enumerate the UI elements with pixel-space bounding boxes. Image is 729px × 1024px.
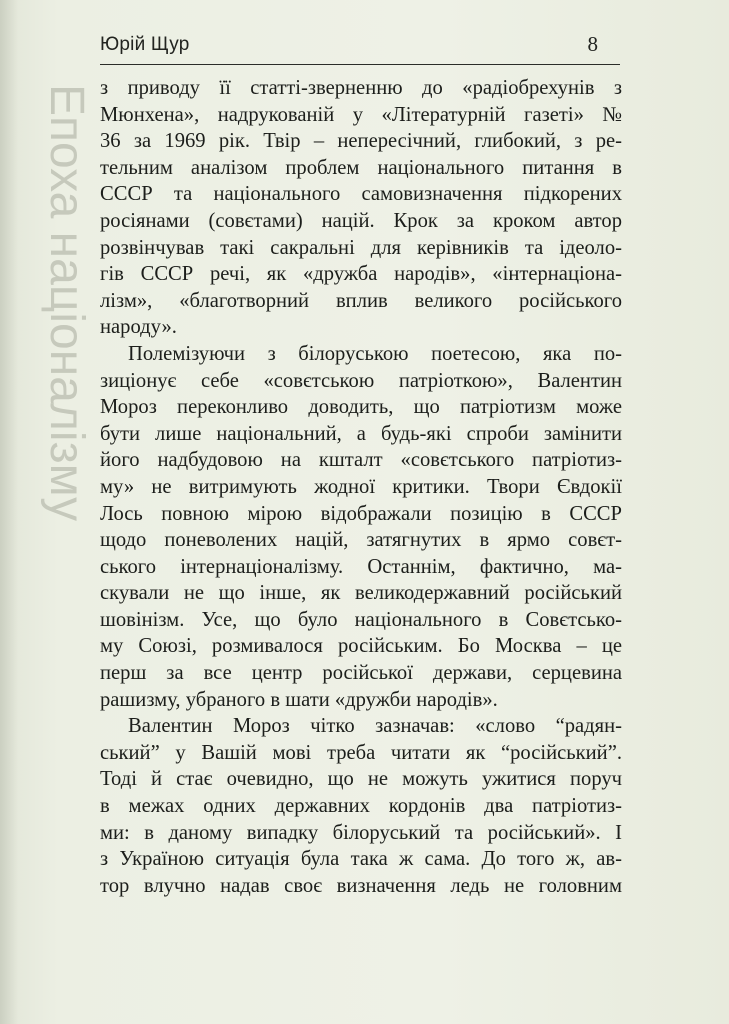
text-line: тор влучно надав своє визначення ледь не головним bbox=[100, 874, 622, 897]
text-line: народу». bbox=[100, 316, 177, 339]
text-line: зиціонує себе «совєтською патріоткою», Валентин bbox=[100, 369, 622, 392]
text-line: Мороз переконливо доводить, що патріотизм може bbox=[100, 396, 622, 419]
text-line: Полемізуючи з білоруською поетесою, яка по- bbox=[128, 342, 622, 365]
text-line: щодо поневолених націй, затягнутих в ярмо совєт- bbox=[100, 529, 622, 552]
text-line: Лось повною мірою відображали позицію в СССР bbox=[100, 502, 622, 525]
running-header bbox=[100, 30, 620, 65]
text-line: його надбудовою на кшталт «совєтського патріотиз- bbox=[100, 449, 622, 472]
text-line: му Союзі, розмивалося російським. Бо Москва – це bbox=[100, 635, 622, 658]
text-line: ський” у Вашій мові треба читати як “російський”. bbox=[100, 741, 622, 764]
page-number: 8 bbox=[587, 32, 598, 56]
side-title-container bbox=[22, 80, 102, 600]
text-line: гів СССР речі, як «дружба народів», «інтернаціона- bbox=[100, 263, 622, 286]
text-line: бути лише національний, а будь-які спроби замінити bbox=[100, 422, 622, 445]
text-line: з Україною ситуація була така ж сама. До того ж, ав- bbox=[100, 848, 622, 871]
text-line: Мюнхена», надрукованій у «Літературній газеті» № bbox=[100, 103, 622, 126]
body-text bbox=[100, 75, 622, 899]
text-line: розвінчував такі сакральні для керівників та ідеоло- bbox=[100, 236, 622, 259]
text-line: тельним аналізом проблем національного питання в bbox=[100, 156, 622, 179]
text-line: ми: в даному випадку білоруський та російський». І bbox=[100, 821, 622, 844]
text-line: перш за все центр російської держави, серцевина bbox=[100, 662, 622, 685]
text-line: росіянами (совєтами) націй. Крок за кроком автор bbox=[100, 209, 622, 232]
text-line: СССР та національного самовизначення підкорених bbox=[100, 183, 622, 206]
text-line: му» не витримують жодної критики. Твори Євдокії bbox=[100, 475, 622, 498]
text-line: з приводу її статті-зверненню до «радіобрехунів з bbox=[100, 77, 622, 99]
text-line: шовінізм. Усе, що було національного в Совєтсько- bbox=[100, 608, 622, 631]
text-line: Валентин Мороз чітко зазначав: «слово “радян- bbox=[128, 715, 622, 738]
page-fold-shadow bbox=[0, 0, 18, 1024]
text-line: лізм», «благотворний вплив великого російського bbox=[100, 289, 622, 312]
side-title: Епоха націоналізму bbox=[40, 84, 93, 522]
text-line: рашизму, убраного в шати «дружби народів». bbox=[100, 688, 498, 711]
text-line: в межах одних державних кордонів два патріотиз- bbox=[100, 795, 622, 818]
text-line: Тоді й стає очевидно, що не можуть ужитися поруч bbox=[100, 768, 622, 791]
text-line: скували не що інше, як великодержавний російський bbox=[100, 582, 622, 605]
text-line: ського інтернаціоналізму. Останнім, фактично, ма- bbox=[100, 555, 622, 578]
text-line: 36 за 1969 рік. Твір – непересічний, глибокий, з ре- bbox=[100, 130, 622, 153]
header-author: Юрій Щур bbox=[100, 34, 190, 55]
